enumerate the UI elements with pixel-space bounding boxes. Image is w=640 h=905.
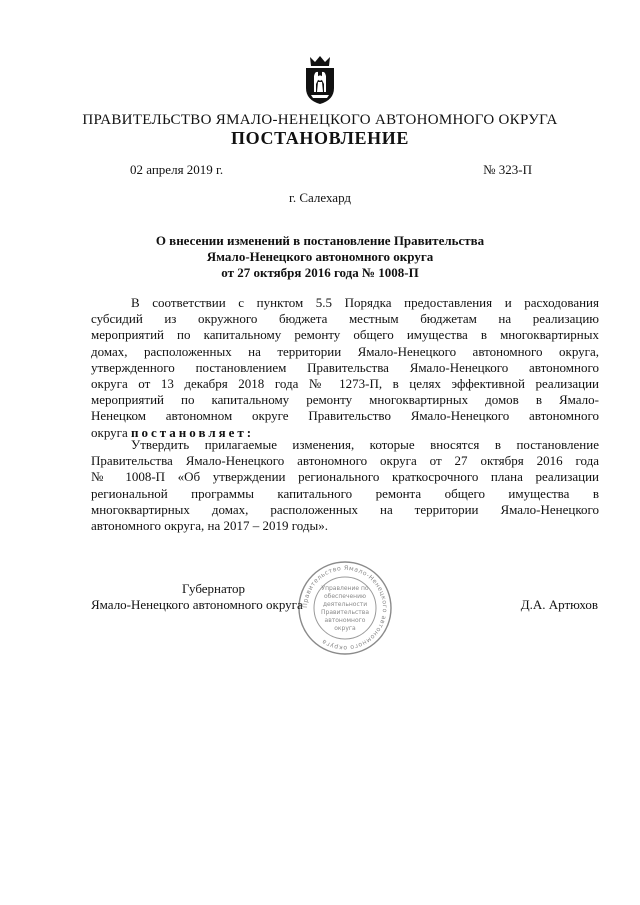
document-date: 02 апреля 2019 г. bbox=[130, 162, 224, 177]
resolves-word: постановляет: bbox=[131, 424, 255, 440]
subject-line: от 27 октября 2016 года № 1008-П bbox=[221, 265, 419, 280]
document-city: г. Салехард bbox=[288, 190, 352, 205]
text-line: региональной программы капитального ремонта общего имущества в bbox=[91, 485, 599, 501]
text-line: мероприятий по капитальному ремонту общего имущества в многоквартирных bbox=[91, 327, 599, 343]
seal-inner-text: Правительства bbox=[321, 609, 369, 616]
document-type: ПОСТАНОВЛЕНИЕ bbox=[231, 128, 409, 148]
text-line: субсидий из окружного бюджета местным бюджетам на реализацию bbox=[91, 311, 599, 327]
text-line: В соответствии с пунктом 5.5 Порядка предоставления и расходования bbox=[131, 295, 599, 310]
seal-inner-text: Управление по bbox=[321, 585, 369, 592]
subject-line: Ямало-Ненецкого автономного округа bbox=[206, 249, 434, 264]
signatory-title: Губернатор bbox=[182, 581, 245, 596]
text-line: утвержденного постановлением Правительства Ямало-Ненецкого автономного bbox=[91, 359, 599, 375]
document-subject bbox=[0, 233, 640, 281]
seal-inner-text: автономного bbox=[324, 617, 366, 624]
paragraph-resolution bbox=[91, 437, 599, 534]
coat-of-arms-icon bbox=[303, 54, 337, 106]
seal-inner-text: округа bbox=[334, 625, 356, 632]
signatory-region: Ямало-Ненецкого автономного округа bbox=[91, 597, 303, 612]
signatory-name: Д.А. Артюхов bbox=[520, 597, 598, 612]
subject-line: О внесении изменений в постановление Правительства bbox=[155, 233, 485, 248]
text-line: округа от 13 декабря 2018 года № 1273-П, в целях эффективной реализации bbox=[91, 375, 599, 391]
text-line: Утвердить прилагаемые изменения, которые вносятся в постановление bbox=[131, 437, 599, 452]
government-title: ПРАВИТЕЛЬСТВО ЯМАЛО-НЕНЕЦКОГО АВТОНОМНОГО ОКРУГА bbox=[82, 112, 558, 128]
document-number: № 323-П bbox=[483, 162, 532, 177]
seal-ring-text: Правительство Ямало-Ненецкого автономного округа bbox=[301, 564, 389, 652]
text-fragment: округа bbox=[91, 424, 128, 440]
seal-inner-text: обеспечению bbox=[323, 593, 367, 600]
text-line: домах, расположенных на территории Ямало-Ненецкого автономного округа, bbox=[91, 343, 599, 359]
text-line: автономного округа, на 2017 – 2019 годы». bbox=[91, 517, 328, 533]
text-line: мероприятий по капитальному ремонту многоквартирных домов в Ямало- bbox=[91, 392, 599, 408]
text-line: № 1008-П «Об утверждении регионального краткосрочного плана реализации bbox=[91, 469, 599, 485]
text-line: многоквартирных домах, расположенных на территории Ямало-Ненецкого bbox=[91, 501, 599, 517]
text-line: Ненецком автономном округе Правительство Ямало-Ненецкого автономного bbox=[91, 408, 599, 424]
seal-inner-text: деятельности bbox=[322, 601, 368, 608]
text-line: Правительства Ямало-Ненецкого автономного округа от 27 октября 2016 года bbox=[91, 453, 599, 469]
seal-stamp-icon bbox=[296, 560, 394, 656]
paragraph-preamble bbox=[91, 295, 599, 441]
